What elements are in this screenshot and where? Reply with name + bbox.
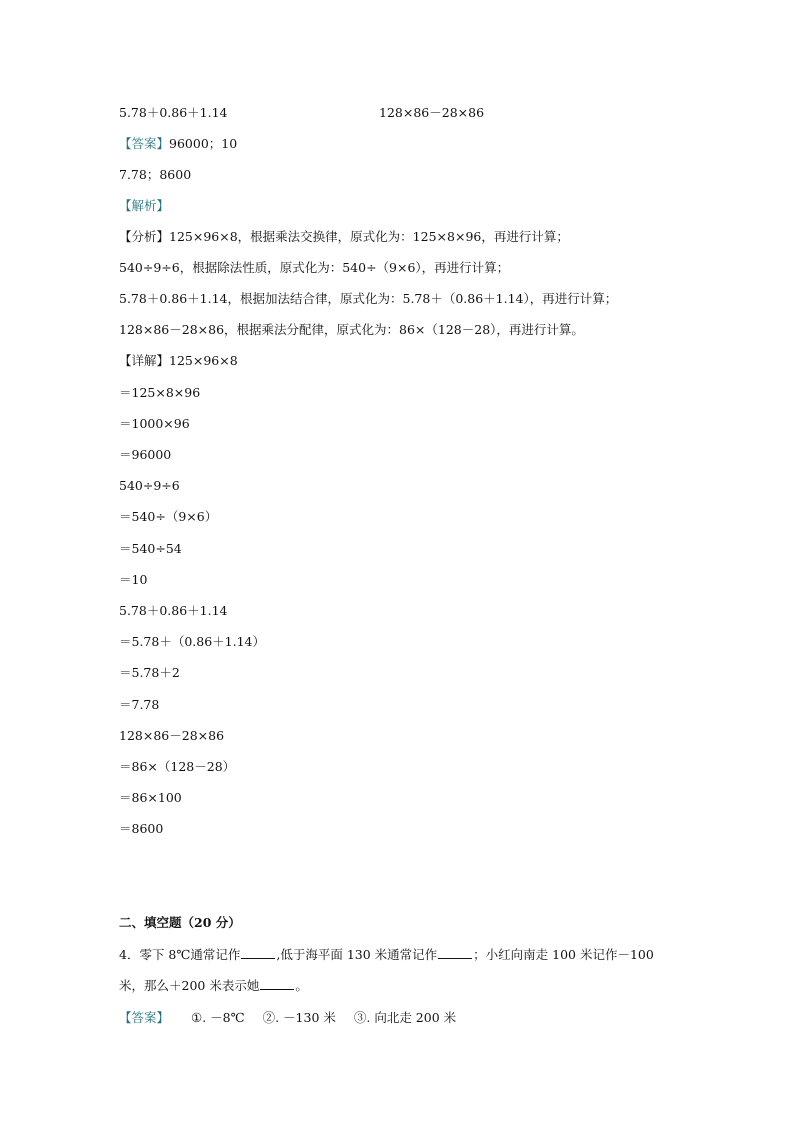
answer-blank-3 <box>260 977 294 990</box>
detail-step: ＝86×100 <box>119 790 182 805</box>
detail-step: 540÷9÷6 <box>119 478 180 493</box>
analysis-line-3: 5.78＋0.86＋1.14，根据加法结合律，原式化为：5.78＋（0.86＋1.14），再进行计算； <box>119 291 618 306</box>
answer-blank-1 <box>241 946 275 959</box>
analysis-tag: 【解析】 <box>119 198 170 213</box>
detail-step: ＝7.78 <box>119 697 160 712</box>
question-4-answer <box>119 1010 456 1026</box>
answer-tag: 【答案】 <box>119 136 170 151</box>
q4-answer-3: ③. 向北走 200 米 <box>353 1010 457 1025</box>
detail-step: ＝540÷（9×6） <box>119 509 218 524</box>
detail-step: ＝96000 <box>119 447 172 462</box>
detail-step: ＝125×8×96 <box>119 385 201 400</box>
q4-text-d: 米，那么＋200 米表示她 <box>119 978 260 993</box>
detail-tag: 【详解】 <box>119 353 170 368</box>
detail-step: ＝540÷54 <box>119 541 182 556</box>
answer-line-2: 7.78；8600 <box>119 167 192 182</box>
detail-step: ＝5.78＋（0.86＋1.14） <box>119 634 265 649</box>
q4-text-b: ,低于海平面 130 米通常记作 <box>276 947 438 962</box>
detail-step: ＝8600 <box>119 821 164 836</box>
detail-step: 5.78＋0.86＋1.14 <box>119 603 228 618</box>
answer-line-1 <box>119 136 237 152</box>
expression-right: 128×86－28×86 <box>379 105 485 120</box>
expression-line <box>119 105 485 121</box>
detail-step-0: 125×96×8 <box>169 353 238 368</box>
answer-blank-2 <box>438 946 472 959</box>
detail-step: ＝1000×96 <box>119 416 190 431</box>
q4-answer-1: ①. －8℃ <box>191 1010 245 1025</box>
detail-step: ＝5.78＋2 <box>119 665 180 680</box>
detail-step: ＝86×（128－28） <box>119 759 236 774</box>
detail-step: ＝10 <box>119 572 148 587</box>
q4-text-a: 4．零下 8℃通常记作 <box>119 947 241 962</box>
detail-step: 128×86－28×86 <box>119 728 225 743</box>
q4-text-c: ；小红向南走 100 米记作－100 <box>473 947 654 962</box>
question-4-line-1 <box>119 946 654 963</box>
fenxi-tag: 【分析】 <box>119 229 170 244</box>
analysis-line-2: 540÷9÷6，根据除法性质，原式化为：540÷（9×6），再进行计算； <box>119 260 510 275</box>
question-4-line-2 <box>119 977 308 994</box>
analysis-line-1 <box>119 229 569 245</box>
q4-answer-tag: 【答案】 <box>119 1010 170 1025</box>
section-heading: 二、填空题（20 分） <box>119 915 241 930</box>
q4-text-e: 。 <box>295 978 308 993</box>
expression-left: 5.78＋0.86＋1.14 <box>119 105 228 120</box>
detail-line-1 <box>119 353 238 369</box>
analysis-line-4: 128×86－28×86，根据乘法分配律，原式化为：86×（128－28），再进行计算。 <box>119 322 584 337</box>
analysis-text-1: 125×96×8，根据乘法交换律，原式化为：125×8×96，再进行计算； <box>169 229 569 244</box>
answer-values-1: 96000；10 <box>169 136 238 151</box>
q4-answer-2: ②. －130 米 <box>262 1010 336 1025</box>
